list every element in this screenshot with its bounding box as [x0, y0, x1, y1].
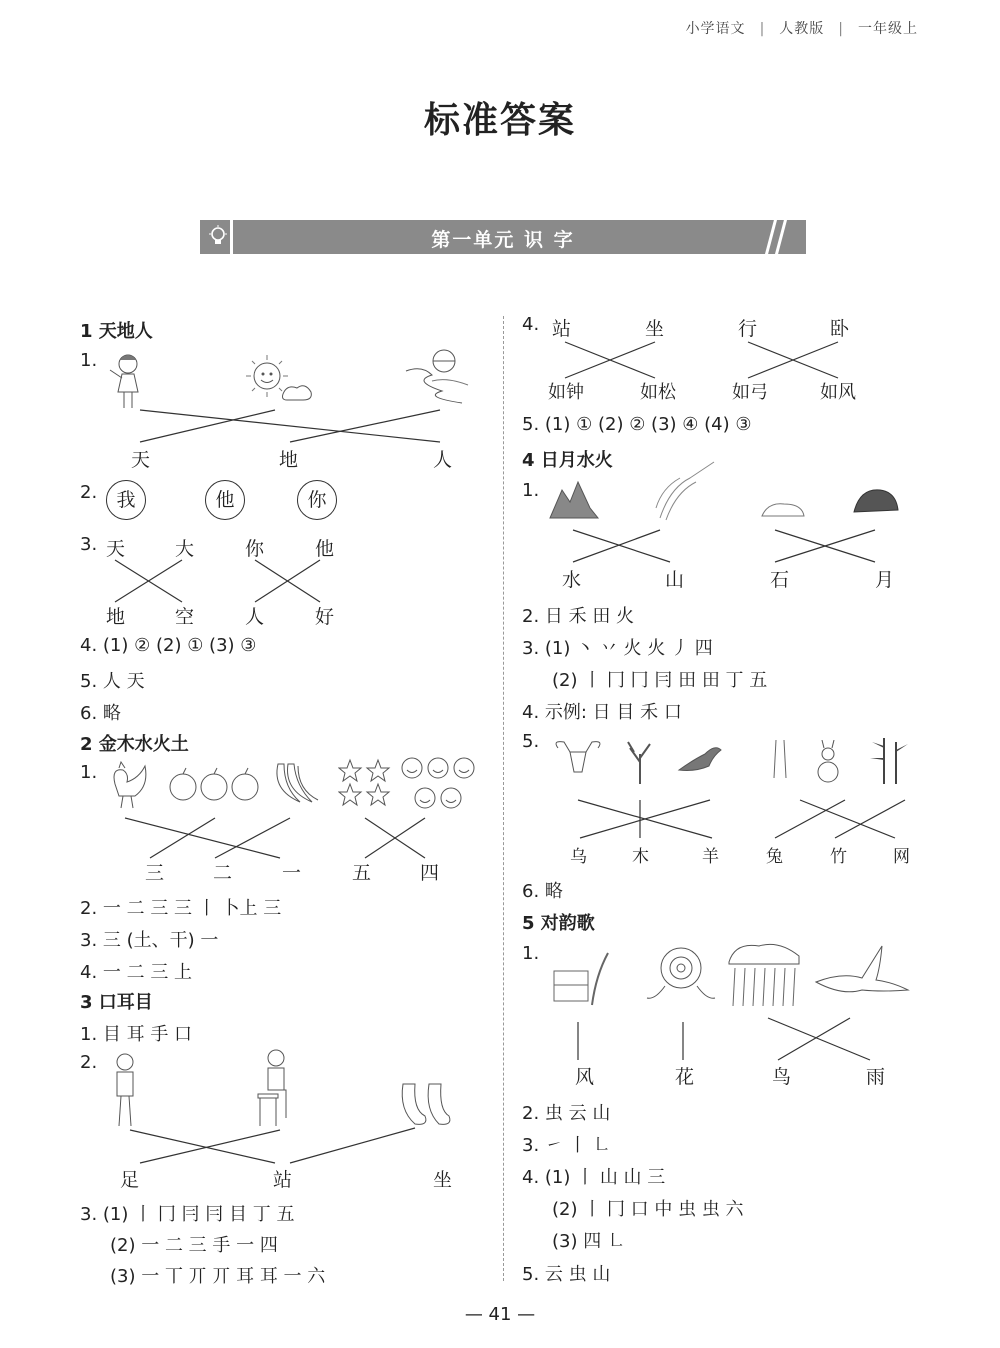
word: 风 [575, 1066, 595, 1088]
answer-line: (2) 丨 冂 口 中 虫 虫 六 [552, 1199, 744, 1220]
rabbit-picture [810, 740, 846, 786]
word: 如风 [820, 382, 856, 403]
section-5-heading: 5 对韵歌 [522, 913, 595, 934]
sheep-picture [550, 738, 606, 782]
answer-line: 2. 日 禾 田 火 [522, 606, 635, 627]
word: 大 [175, 538, 195, 560]
standing-boy-picture [105, 1052, 145, 1128]
rooster-picture [105, 760, 151, 810]
unit-title: 第一单元 识 字 [431, 229, 575, 251]
word: 月 [875, 569, 895, 591]
word: 网 [893, 847, 910, 867]
answer-line: 5. 人 天 [80, 671, 145, 692]
tree-picture [620, 738, 660, 786]
q-number: 5. [522, 731, 540, 752]
feet-picture [395, 1080, 455, 1128]
header-edition: 人教版 [779, 21, 825, 37]
q-number: 3. [80, 534, 98, 555]
answer-line: (3) 四 ㇗ [552, 1231, 625, 1252]
word-ren: 人 [433, 449, 453, 471]
mountain-picture [548, 478, 600, 522]
section-2-heading: 2 金木水火土 [80, 734, 189, 755]
smiley-faces-picture [400, 756, 480, 812]
sitting-girl-picture [250, 1048, 300, 1128]
word: 二 [213, 862, 233, 884]
banner-slash-decoration [764, 218, 794, 256]
unit-banner [200, 220, 806, 254]
word: 足 [120, 1169, 140, 1191]
moon-picture [850, 482, 902, 520]
column-divider [503, 316, 504, 1281]
rain-picture [725, 938, 805, 1010]
q-number: 4. [522, 314, 540, 335]
q-number: 2. [80, 482, 98, 503]
flower-picture [645, 942, 717, 1008]
section-4-heading: 4 日月水火 [522, 450, 613, 471]
stone-picture [758, 496, 808, 526]
bananas-picture [270, 760, 320, 806]
word: 四 [420, 862, 440, 884]
word: 坐 [645, 318, 665, 340]
answer-line: 4. (1) ② (2) ① (3) ③ [80, 635, 257, 656]
wind-picture [548, 945, 616, 1013]
word: 他 [315, 538, 335, 560]
answer-line: 4. 示例: 日 目 禾 口 [522, 702, 682, 723]
page-title: 标准答案 [423, 100, 576, 141]
word: 鸟 [772, 1066, 792, 1088]
word: 花 [675, 1066, 695, 1088]
answer-line: 5. 云 虫 山 [522, 1264, 611, 1285]
word: 三 [145, 862, 165, 884]
q-number: 2. [80, 1052, 98, 1073]
stars-picture [338, 758, 398, 808]
word: 兔 [766, 847, 783, 867]
dove-picture [812, 942, 912, 1004]
answer-line: 1. 目 耳 手 口 [80, 1024, 193, 1045]
q-number: 1. [522, 480, 540, 501]
bird-picture [675, 740, 725, 782]
word: 天 [106, 538, 126, 560]
page-number: — 41 — [464, 1304, 536, 1325]
answer-line: 3. ㇀ 丨 ㇗ [522, 1135, 611, 1156]
word: 乌 [570, 847, 587, 867]
water-picture [650, 458, 720, 524]
bamboo-picture [868, 734, 912, 786]
word: 地 [106, 606, 126, 628]
word-di: 地 [279, 449, 299, 471]
answer-line: (2) 丨 冂 冂 冃 田 田 丁 五 [552, 670, 768, 691]
word: 石 [770, 569, 790, 591]
word: 山 [665, 569, 685, 591]
word: 你 [245, 538, 265, 560]
answer-line: 4. (1) 丨 山 山 三 [522, 1167, 666, 1188]
word: 竹 [830, 847, 847, 867]
word: 人 [245, 606, 265, 628]
word: 站 [552, 318, 572, 340]
word: 雨 [866, 1066, 886, 1088]
section-1-heading: 1 天地人 [80, 321, 153, 342]
word: 行 [738, 318, 758, 340]
word: 好 [315, 606, 335, 628]
answer-line: (2) 一 二 三 手 一 四 [110, 1235, 278, 1256]
answer-line: (3) 一 丅 丌 丌 耳 耳 一 六 [110, 1266, 326, 1287]
circled-char-wo: 我 [106, 480, 146, 520]
word: 卧 [830, 318, 850, 340]
circled-char-ta: 他 [205, 480, 245, 520]
section-3-heading: 3 口耳目 [80, 992, 153, 1013]
word: 如松 [640, 382, 676, 403]
word: 坐 [433, 1169, 453, 1191]
header-grade: 一年级上 [858, 21, 918, 37]
q-number: 1. [522, 943, 540, 964]
answer-line: 3. (1) 丶 丷 火 火 丿 四 [522, 638, 713, 659]
word: 木 [632, 847, 649, 867]
answer-line: 4. 一 二 三 上 [80, 962, 193, 983]
girl-picture [104, 350, 152, 410]
sun-cloud-picture [243, 352, 315, 406]
word: 水 [562, 569, 582, 591]
word-tian: 天 [131, 449, 151, 471]
answer-line: 5. (1) ① (2) ② (3) ④ (4) ③ [522, 414, 752, 435]
word: 如弓 [732, 382, 768, 403]
word: 如钟 [548, 382, 584, 403]
strokes-picture [770, 738, 790, 784]
answer-line: 6. 略 [522, 881, 563, 902]
answer-line: 6. 略 [80, 703, 121, 724]
oranges-picture [168, 765, 263, 805]
page-header: 小学语文 | 人教版 | 一年级上 [685, 21, 918, 37]
word: 站 [273, 1169, 293, 1191]
circled-char-ni: 你 [297, 480, 337, 520]
word: 五 [352, 862, 372, 884]
word: 羊 [702, 847, 719, 867]
header-subject: 小学语文 [685, 21, 746, 37]
answer-line: 2. 一 二 三 三 丨 卜上 三 [80, 898, 282, 919]
q-number: 1. [80, 350, 98, 371]
answer-line: 2. 虫 云 山 [522, 1103, 611, 1124]
word: 空 [175, 606, 195, 628]
word: 一 [282, 862, 302, 884]
answer-line: 3. 三 (土、干) 一 [80, 930, 219, 951]
landscape-picture [402, 345, 472, 407]
q-number: 1. [80, 762, 98, 783]
answer-line: 3. (1) 丨 冂 冃 冃 目 丁 五 [80, 1204, 295, 1225]
